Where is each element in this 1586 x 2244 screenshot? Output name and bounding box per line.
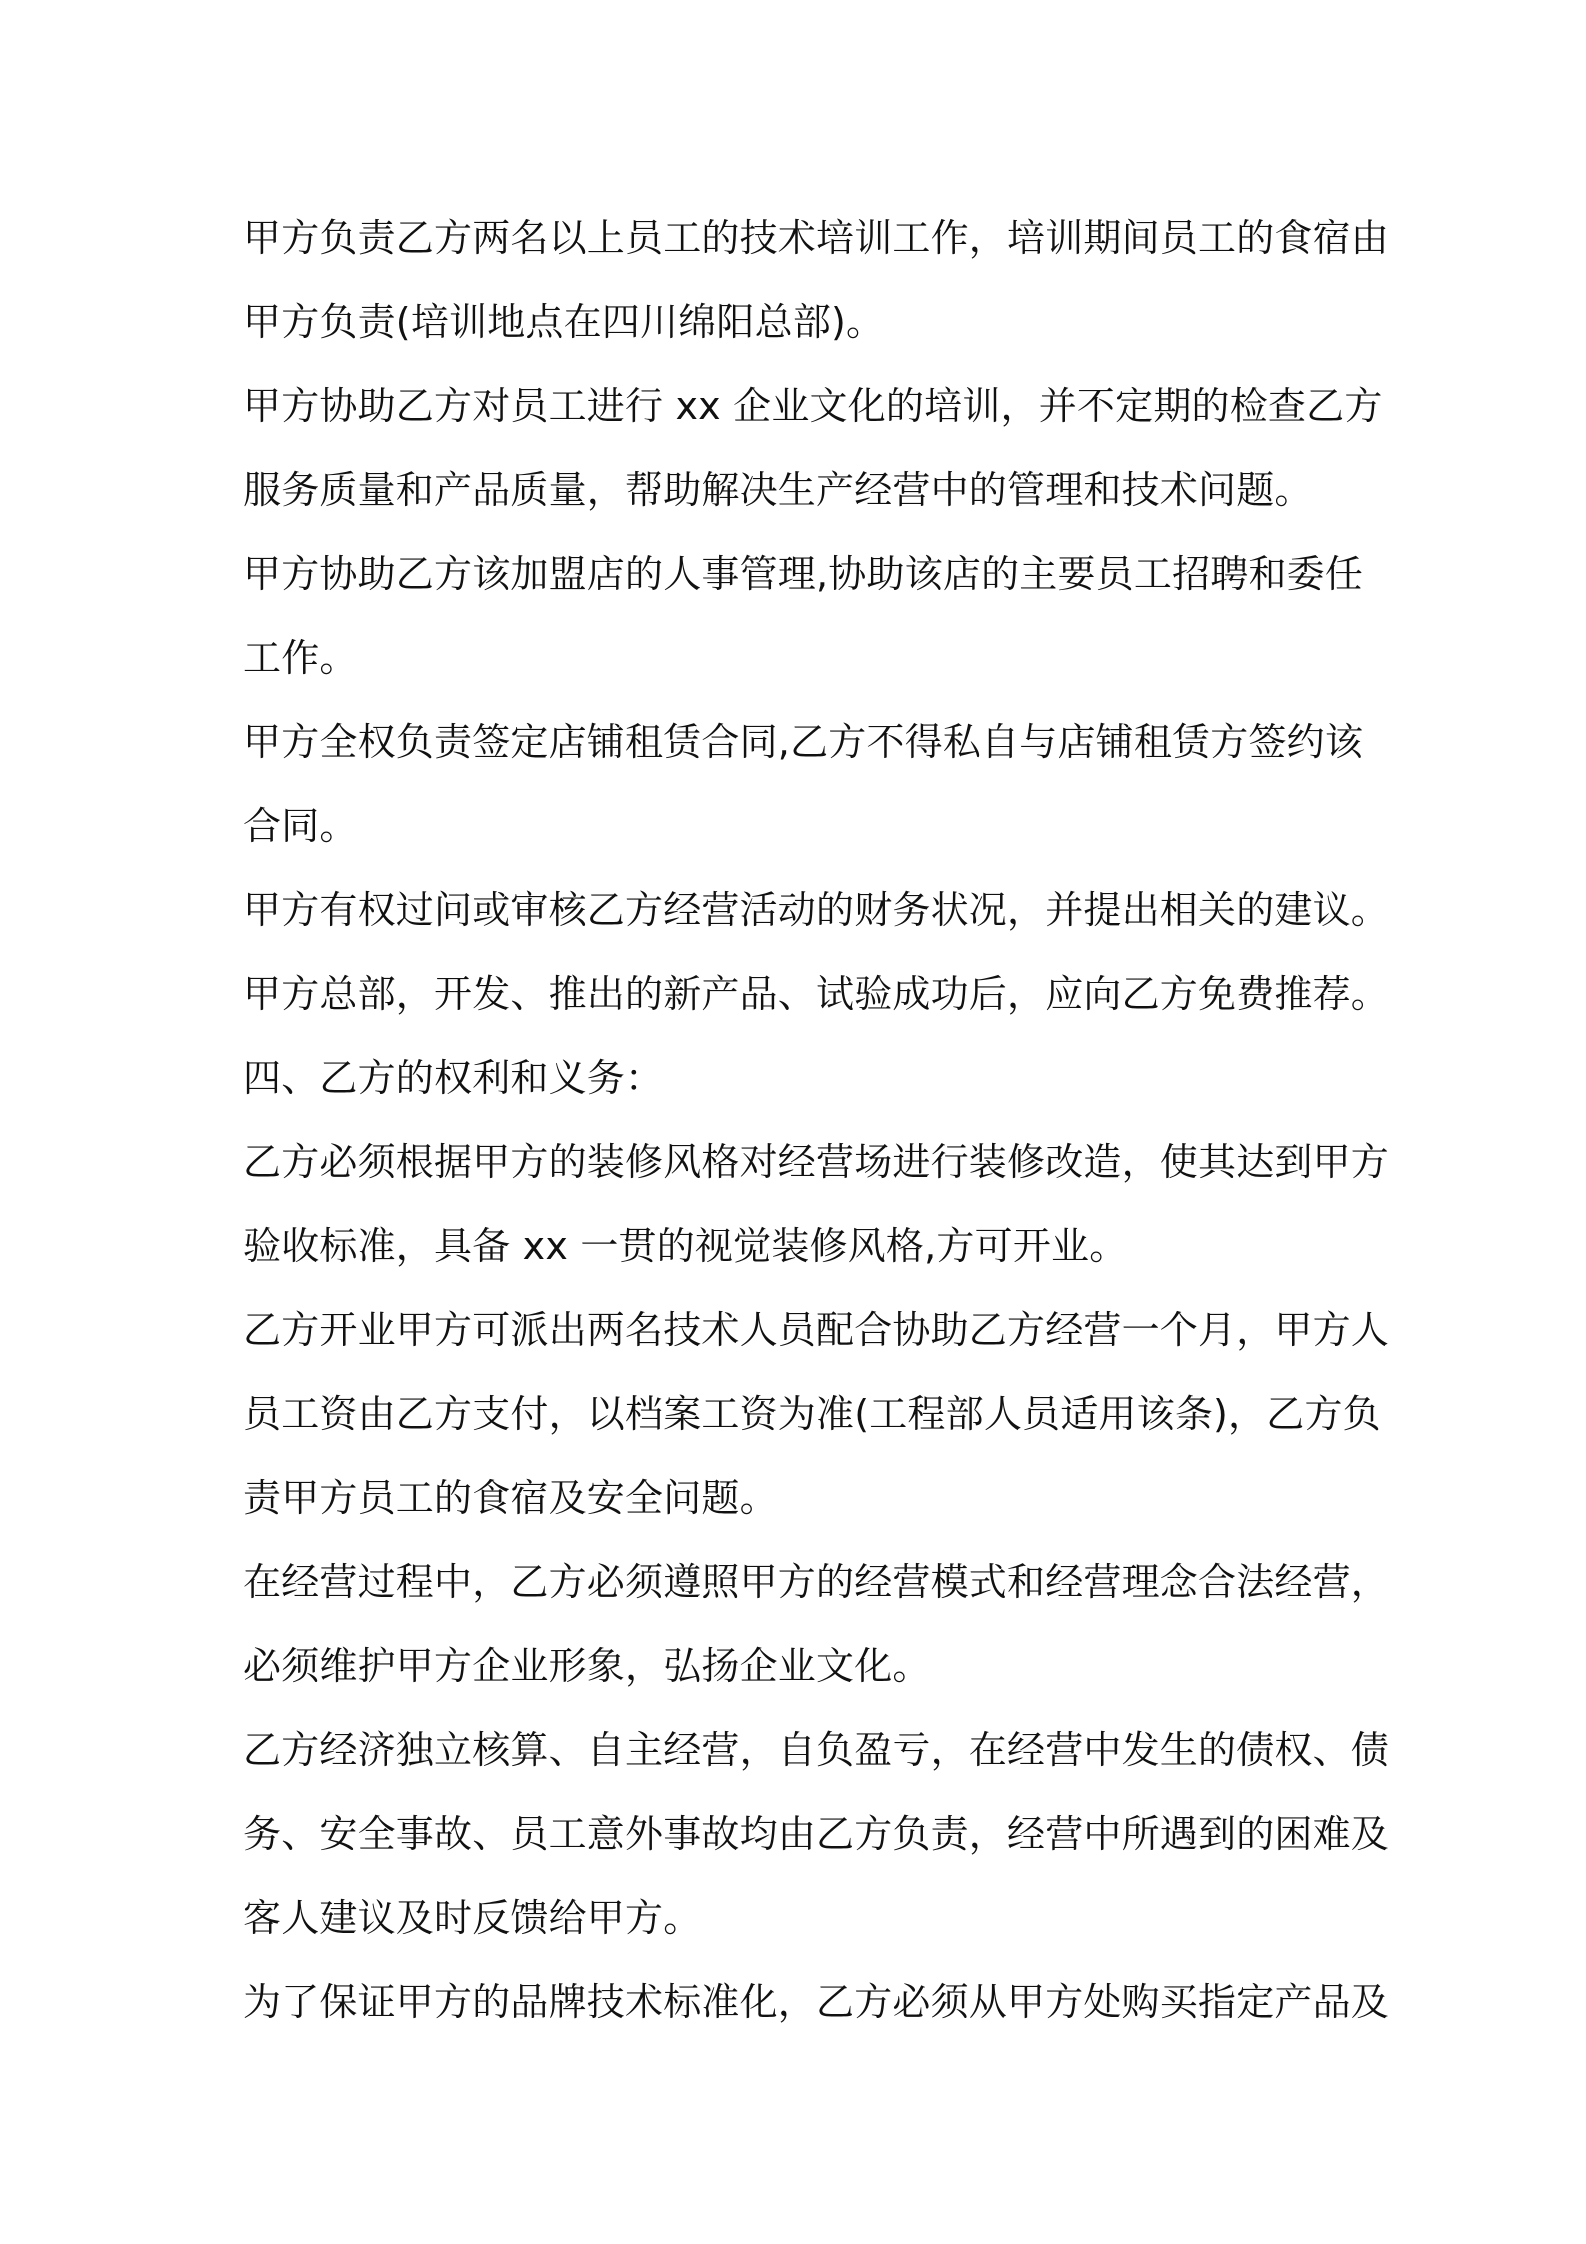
text-line: 甲方协助乙方该加盟店的人事管理,协助该店的主要员工招聘和委任 [243,552,1364,596]
text-line: 合同。 [243,804,358,848]
text-line: 在经营过程中，乙方必须遵照甲方的经营模式和经营理念合法经营， [243,1560,1390,1604]
text-line: 服务质量和产品质量，帮助解决生产经营中的管理和技术问题。 [243,468,1313,512]
document-body [243,196,1390,2044]
section-heading: 四、乙方的权利和义务： [243,1056,664,1100]
text-line: 工作。 [243,636,358,680]
text-line: 务、安全事故、员工意外事故均由乙方负责，经营中所遇到的困难及 [243,1812,1390,1856]
text-line: 责甲方员工的食宿及安全问题。 [243,1476,778,1520]
text-line: 客人建议及时反馈给甲方。 [243,1896,702,1940]
text-line: 甲方负责乙方两名以上员工的技术培训工作，培训期间员工的食宿由 [243,216,1390,260]
text-line: 甲方协助乙方对员工进行 xx 企业文化的培训，并不定期的检查乙方 [243,384,1383,428]
text-line: 甲方全权负责签定店铺租赁合同,乙方不得私自与店铺租赁方签约该 [243,720,1364,764]
text-line: 甲方总部，开发、推出的新产品、试验成功后，应向乙方免费推荐。 [243,972,1390,1016]
text-line: 乙方经济独立核算、自主经营，自负盈亏，在经营中发生的债权、债 [243,1728,1390,1772]
text-line: 必须维护甲方企业形象，弘扬企业文化。 [243,1644,931,1688]
text-line: 甲方有权过问或审核乙方经营活动的财务状况，并提出相关的建议。 [243,888,1390,932]
text-line: 验收标准，具备 xx 一贯的视觉装修风格,方可开业。 [243,1224,1128,1268]
text-line: 乙方必须根据甲方的装修风格对经营场进行装修改造，使其达到甲方 [243,1140,1390,1184]
text-line: 乙方开业甲方可派出两名技术人员配合协助乙方经营一个月，甲方人 [243,1308,1390,1352]
text-line: 为了保证甲方的品牌技术标准化，乙方必须从甲方处购买指定产品及 [243,1980,1390,2024]
text-line: 员工资由乙方支付，以档案工资为准(工程部人员适用该条)，乙方负 [243,1392,1381,1436]
text-line: 甲方负责(培训地点在四川绵阳总部)。 [243,300,885,344]
